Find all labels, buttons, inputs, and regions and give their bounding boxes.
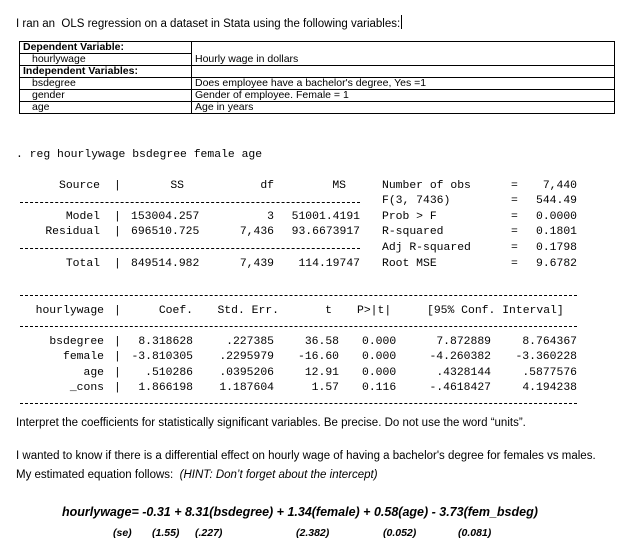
coef-var: female [62,351,104,363]
stat-value: 544.49 [535,195,577,207]
ci-low: .4328144 [436,367,491,379]
dep-desc: Hourly wage in dollars [192,42,615,66]
var-desc: Age in years [192,102,615,114]
divider [20,326,577,327]
hint-text: (HINT: Don’t forget about the intercept) [179,469,378,481]
anova-ss-header: SS [170,180,184,192]
anova-ms: 51001.4191 [291,211,360,223]
stat-label: Root MSE [382,258,437,270]
se-value: (0.081) [458,527,492,539]
p-value: 0.000 [362,351,397,363]
ci-low: 7.872889 [436,336,491,348]
stat-eq: = [511,211,518,223]
divider [20,202,360,203]
se-value: (0.052) [383,527,417,539]
coef-header: Coef. [158,305,193,317]
var-desc: Gender of employee. Female = 1 [192,90,615,102]
coef-value: 8.318628 [138,336,193,348]
var-name: age [20,102,192,114]
anova-ms: 114.19747 [298,258,360,270]
se-value: .2295979 [219,351,274,363]
stat-label: Adj R-squared [382,242,471,254]
table-row [20,66,615,78]
se-value: (1.55) [152,527,180,539]
anova-source: Residual [45,226,100,238]
ci-header: [95% Conf. Interval] [427,305,564,317]
anova-ss: 849514.982 [131,258,200,270]
stata-command: . reg hourlywage bsdegree female age [16,149,263,161]
p-value: 0.000 [362,336,397,348]
anova-df: 7,436 [239,226,274,238]
p-header: P>|t| [357,305,392,317]
question-2-line-1: I wanted to know if there is a differential effect on hourly wage of having a bachelor's degree for females vs males. [16,450,596,462]
stat-eq: = [511,242,518,254]
var-name: gender [20,90,192,102]
coef-value: 1.866198 [138,382,193,394]
ci-low: -.4618427 [429,382,491,394]
indep-header: Independent Variables: [20,66,192,78]
estimated-equation: hourlywage= -0.31 + 8.31(bsdegree) + 1.34(female) + 0.58(age) - 3.73(fem_bsdeg) [62,505,538,519]
coef-var-header: hourlywage [35,305,104,317]
dep-var: hourlywage [20,54,192,66]
coef-var: _cons [69,382,104,394]
anova-df: 3 [267,211,274,223]
p-value: 0.000 [362,367,397,379]
ci-high: .5877576 [522,367,577,379]
table-row [20,42,615,54]
var-desc: Does employee have a bachelor's degree, Yes =1 [192,78,615,90]
ci-high: -3.360228 [515,351,577,363]
table-row [20,102,615,114]
t-value: -16.60 [297,351,339,363]
anova-ms: 93.6673917 [291,226,360,238]
t-value: 12.91 [304,367,339,379]
stat-eq: = [511,180,518,192]
table-row [20,90,615,102]
stat-label: F(3, 7436) [382,195,451,207]
stat-value: 0.0000 [535,211,577,223]
ci-low: -4.260382 [429,351,491,363]
ci-high: 8.764367 [522,336,577,348]
question-2-line-2: My estimated equation follows: (HINT: Don’t forget about the intercept) [16,469,378,481]
coef-value: -3.810305 [131,351,193,363]
stat-eq: = [511,258,518,270]
anova-ms-header: MS [332,180,346,192]
stat-label: R-squared [382,226,444,238]
stat-label: Number of obs [382,180,471,192]
p-value: 0.116 [362,382,397,394]
se-value: .0395206 [219,367,274,379]
coef-value: .510286 [145,367,193,379]
t-header: t [325,305,332,317]
se-value: 1.187604 [219,382,274,394]
stat-eq: = [511,195,518,207]
se-value: .227385 [226,336,274,348]
anova-source: Model [65,211,100,223]
t-value: 36.58 [304,336,339,348]
coef-var: bsdegree [49,336,104,348]
anova-df: 7,439 [239,258,274,270]
stat-value: 0.1798 [535,242,577,254]
dep-header: Dependent Variable: [20,42,192,54]
stat-eq: = [511,226,518,238]
stat-label: Prob > F [382,211,437,223]
stat-value: 0.1801 [535,226,577,238]
divider [20,403,577,404]
divider [20,295,577,296]
stat-value: 7,440 [542,180,577,192]
divider [20,248,360,249]
anova-source-header: Source [58,180,100,192]
t-value: 1.57 [311,382,339,394]
se-value: (2.382) [296,527,330,539]
question-1: Interpret the coefficients for statistically significant variables. Be precise. Do not use the word “units”. [16,417,526,429]
anova-source: Total [65,258,100,270]
coef-var: age [83,367,104,379]
anova-ss: 696510.725 [131,226,200,238]
se-header: Std. Err. [217,305,279,317]
se-value: (.227) [195,527,223,539]
text-cursor [401,15,402,29]
variables-table [19,41,615,114]
se-label: (se) [113,527,132,539]
ci-high: 4.194238 [522,382,577,394]
anova-ss: 153004.257 [131,211,200,223]
anova-df-header: df [260,180,274,192]
var-name: bsdegree [20,78,192,90]
table-row [20,78,615,90]
stat-value: 9.6782 [535,258,577,270]
intro-text: I ran an OLS regression on a dataset in Stata using the following variables: [16,15,402,30]
